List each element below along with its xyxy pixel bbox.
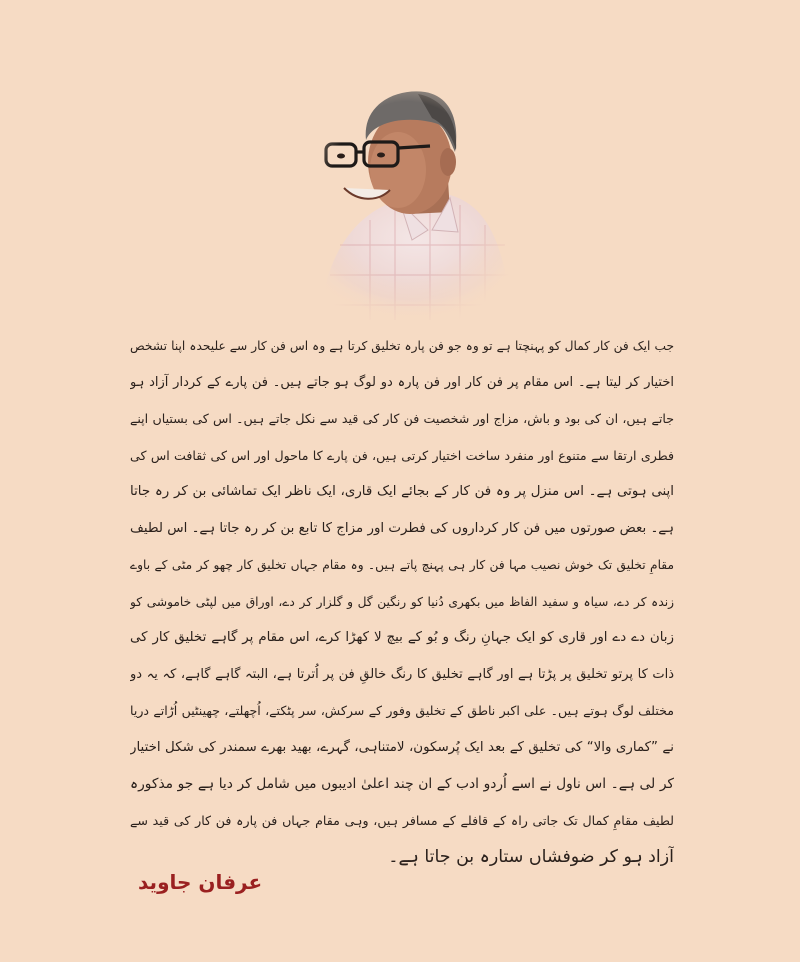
paragraph-line-4: فطری ارتقا سے متنوع اور منفرد ساخت اختیار کرتی ہیں، فن پارے کا ماحول اور اس کی ثقافت اس کی (130, 447, 674, 463)
paragraph-line-8: زندہ کر دے، سیاہ و سفید الفاظ میں بکھری دُنیا کو رنگین گل و گلزار کر دے، اوراق میں لپٹی خاموشی کو (130, 594, 674, 609)
paragraph-line-5: اپنی ہوتی ہے۔ اس منزل پر وہ فن کار کے بجائے ایک قاری، ایک ناظر ایک تماشائی بن کر رہ جاتا (130, 484, 674, 499)
paragraph-line-15: آزاد ہو کر ضوفشاں ستارہ بن جاتا ہے۔ (388, 847, 674, 867)
paragraph-line-10: ذات کا پرتو تخلیق پر پڑتا ہے اور گاہے تخلیق کا رنگ خالقِ فن پر اُترتا ہے، البتہ گاہے گاہے، کہ یہ دو (130, 666, 674, 682)
paragraph-line-12: نے ”کماری والا“ کی تخلیق کے بعد ایک پُرسکون، لامتناہی، گہرے، بھید بھرے سمندر کی شکل اختیار (130, 739, 674, 755)
paragraph-line-9: زبان دے دے اور قاری کو ایک جہانِ رنگ و بُو کے بیچ لا کھڑا کرے، اس مقام پر گاہے تخلیق کار کی (130, 630, 674, 645)
paragraph-line-13: کر لی ہے۔ اس ناول نے اسے اُردو ادب کے ان چند اعلیٰ ادیبوں میں شامل کر دیا ہے جو مذکورہ (130, 776, 674, 792)
paragraph-line-7: مقامِ تخلیق تک خوش نصیب مہا فن کار ہی پہنچ پاتے ہیں۔ وہ مقام جہاں تخلیق کار چھو کر مٹی کے باوے (130, 558, 674, 572)
author-portrait (300, 80, 515, 320)
paragraph-line-14: لطیف مقامِ کمال تک جاتی راہ کے قافلے کے مسافر ہیں، وہی مقام جہاں فن پارہ فن کار کی قید سے (130, 812, 674, 828)
paragraph-line-11: مختلف لوگ ہوتے ہیں۔ علی اکبر ناطق کے تخلیق وفور کے سرکش، سر پٹکتے، اُچھلتے، چھینٹیں اُڑاتے دریا (130, 703, 674, 718)
paragraph-line-2: اختیار کر لیتا ہے۔ اس مقام پر فن کار اور فن پارہ دو لوگ ہو جاتے ہیں۔ فن پارے کے کردار آزاد ہو (130, 374, 674, 390)
article-paragraph (130, 328, 674, 876)
paragraph-line-1: جب ایک فن کار کمال کو پہنچتا ہے تو وہ جو فن پارہ تخلیق کرتا ہے وہ اس فن کار سے علیحدہ اپنا تشخص (130, 339, 674, 353)
author-signature: عرفان جاوید (138, 870, 263, 894)
paragraph-line-3: جاتے ہیں، ان کی بود و باش، مزاج اور شخصیت فن کار کی قید سے نکل جاتے ہیں۔ اس کی بستیاں اپنے (130, 411, 674, 426)
paragraph-line-6: ہے۔ بعض صورتوں میں فن کار کرداروں کی فطرت اور مزاج کا تابع بن کر رہ جاتا ہے۔ اس لطیف (130, 520, 674, 536)
